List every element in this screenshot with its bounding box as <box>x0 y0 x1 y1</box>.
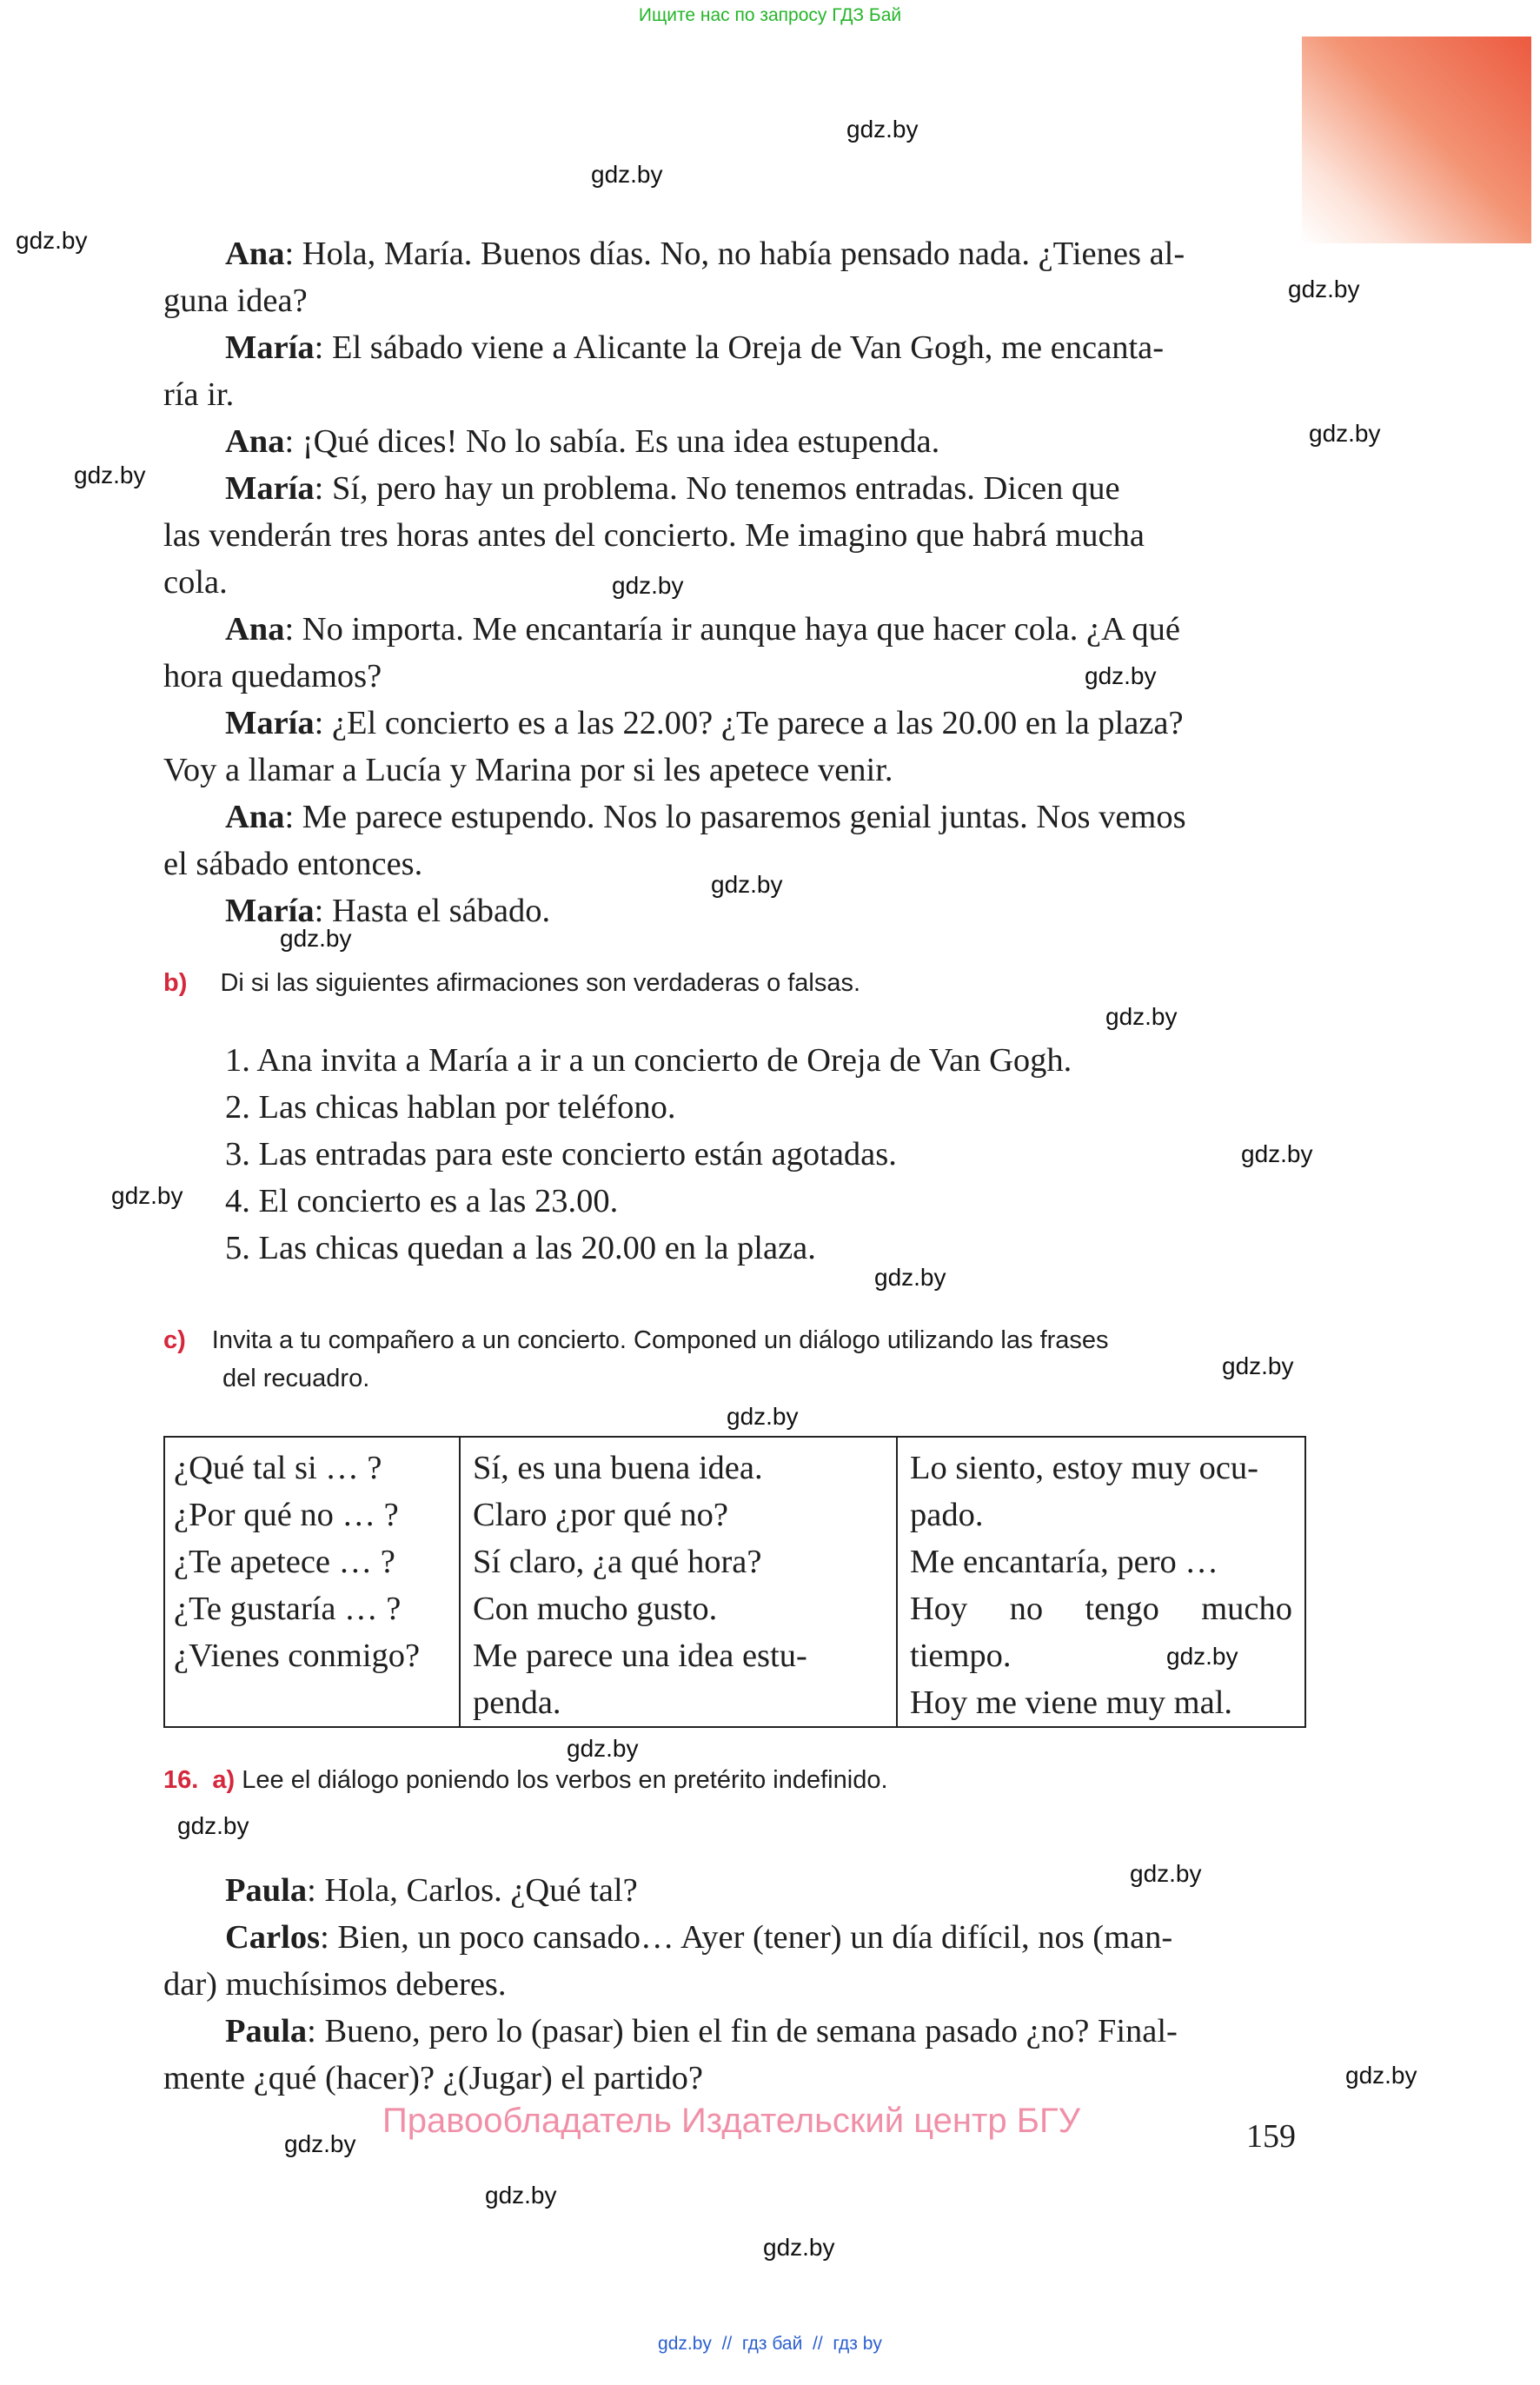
table-cell: ¿Vienes conmigo? <box>174 1638 421 1674</box>
watermark: gdz.by <box>763 2234 835 2261</box>
watermark: gdz.by <box>1309 420 1381 447</box>
dialogue-line: María: El sábado viene a Alicante la Oreja de Van Gogh, me encanta- <box>225 329 1165 366</box>
dialogue-line: el sábado entonces. <box>163 846 423 882</box>
watermark: gdz.by <box>1085 662 1157 689</box>
watermark: gdz.by <box>874 1264 946 1291</box>
watermark: gdz.by <box>177 1812 249 1839</box>
dialogue-line: Ana: ¡Qué dices! No lo sabía. Es una idea estupenda. <box>225 423 940 460</box>
dialogue-line: guna idea? <box>163 282 308 319</box>
table-cell: pado. <box>910 1497 984 1533</box>
speaker-name: María <box>225 470 315 507</box>
speaker-name: María <box>225 705 315 741</box>
watermark: gdz.by <box>1241 1140 1313 1167</box>
copyright-notice: Правообладатель Издательский центр БГУ <box>382 2102 1081 2140</box>
table-cell: penda. <box>473 1684 561 1721</box>
dialogue-line: Paula: Hola, Carlos. ¿Qué tal? <box>225 1872 638 1909</box>
dialogue-line: María: ¿El concierto es a las 22.00? ¿Te parece a las 20.00 en la plaza? <box>225 705 1184 741</box>
dialogue-line: hora quedamos? <box>163 658 382 694</box>
speaker-name: María <box>225 329 315 366</box>
dialogue-line: Ana: No importa. Me encantaría ir aunque haya que hacer cola. ¿A qué <box>225 611 1180 648</box>
table-cell: Hoy no tengo mucho <box>910 1591 1292 1627</box>
exercise-b-instruction: b) Di si las siguientes afirmaciones son verdaderas o falsas. <box>163 969 861 997</box>
dialogue-line: Paula: Bueno, pero lo (pasar) bien el fin de semana pasado ¿no? Final- <box>225 2013 1178 2050</box>
dialogue-paula-carlos <box>163 1867 1306 2102</box>
table-cell: ¿Por qué no … ? <box>174 1497 399 1533</box>
dialogue-line: Voy a llamar a Lucía y Marina por si les apetece venir. <box>163 752 893 788</box>
dialogue-line: Ana: Hola, María. Buenos días. No, no había pensado nada. ¿Tienes al- <box>225 236 1185 272</box>
watermark: gdz.by <box>16 227 88 254</box>
exercise-marker: a) <box>212 1766 236 1794</box>
list-item: 1. Ana invita a María a ir a un concierto de Oreja de Van Gogh. <box>225 1042 1072 1079</box>
table-column-accept <box>460 1437 897 1727</box>
watermark: gdz.by <box>485 2182 557 2209</box>
list-item: 5. Las chicas quedan a las 20.00 en la plaza. <box>225 1230 816 1266</box>
watermark: gdz.by <box>1345 2062 1417 2089</box>
exercise-marker: b) <box>163 969 188 997</box>
dialogue-line: Ana: Me parece estupendo. Nos lo pasaremos genial juntas. Nos vemos <box>225 799 1186 835</box>
table-cell: Me encantaría, pero … <box>910 1544 1218 1580</box>
speaker-name: Carlos <box>225 1919 321 1956</box>
exercise-16-instruction: 16. a) Lee el diálogo poniendo los verbos en pretérito indefinido. <box>163 1766 888 1794</box>
speaker-name: Ana <box>225 611 285 648</box>
watermark: gdz.by <box>591 161 663 188</box>
watermark: gdz.by <box>284 2130 356 2157</box>
table-cell: Sí, es una buena idea. <box>473 1450 763 1486</box>
watermark: gdz.by <box>1288 276 1360 302</box>
table-column-invitations <box>164 1437 460 1727</box>
speaker-name: Ana <box>225 236 285 272</box>
dialogue-line: María: Hasta el sábado. <box>225 893 551 929</box>
speaker-name: Paula <box>225 1872 308 1909</box>
dialogue-line: las venderán tres horas antes del concierto. Me imagino que habrá mucha <box>163 517 1145 554</box>
dialogue-line: ría ir. <box>163 376 235 413</box>
watermark: gdz.by <box>1130 1860 1202 1887</box>
table-cell: Con mucho gusto. <box>473 1591 718 1627</box>
table-cell: ¿Te gustaría … ? <box>174 1591 402 1627</box>
exercise-number: 16. <box>163 1766 199 1794</box>
list-item: 4. El concierto es a las 23.00. <box>225 1183 619 1219</box>
dialogue-line: cola. <box>163 564 228 601</box>
table-cell: Claro ¿por qué no? <box>473 1497 728 1533</box>
table-cell: Lo siento, estoy muy ocu- <box>910 1450 1258 1486</box>
watermark: gdz.by <box>1222 1352 1294 1379</box>
table-cell: ¿Te apetece … ? <box>174 1544 395 1580</box>
watermark: gdz.by <box>280 925 352 952</box>
table-cell: tiempo. <box>910 1638 1012 1674</box>
phrase-table <box>163 1436 1306 1728</box>
speaker-name: Ana <box>225 799 285 835</box>
watermark: gdz.by <box>1105 1003 1178 1030</box>
watermark: gdz.by <box>711 871 783 898</box>
watermark: gdz.by <box>111 1182 183 1209</box>
watermark: gdz.by <box>727 1403 799 1430</box>
speaker-name: María <box>225 893 315 929</box>
watermark: gdz.by <box>1166 1643 1238 1670</box>
speaker-name: Paula <box>225 2013 308 2050</box>
table-cell: ¿Qué tal si … ? <box>174 1450 382 1486</box>
dialogue-line: María: Sí, pero hay un problema. No tenemos entradas. Dicen que <box>225 470 1120 507</box>
top-banner-text[interactable]: Ищите нас по запросу ГДЗ Бай <box>638 5 902 25</box>
dialogue-line: dar) muchísimos deberes. <box>163 1966 507 2003</box>
dialogue-line: Carlos: Bien, un poco cansado… Ayer (tener) un día difícil, nos (man- <box>225 1919 1173 1956</box>
footer-links[interactable]: gdz.by // гдз бай // гдз by <box>658 2334 882 2354</box>
table-cell: Sí claro, ¿a qué hora? <box>473 1544 762 1580</box>
true-false-list <box>225 1037 1072 1272</box>
watermark: gdz.by <box>74 462 146 488</box>
speaker-name: Ana <box>225 423 285 460</box>
table-cell: Me parece una idea estu- <box>473 1638 807 1674</box>
table-column-decline <box>897 1437 1305 1727</box>
dialogue-line: mente ¿qué (hacer)? ¿(Jugar) el partido? <box>163 2060 703 2096</box>
watermark: gdz.by <box>846 116 919 143</box>
exercise-marker: c) <box>163 1326 186 1354</box>
exercise-c-instruction: c) Invita a tu compañero a un concierto. Componed un diálogo utilizando las frases del recuadro. <box>163 1326 1109 1392</box>
corner-decoration <box>1302 37 1531 243</box>
table-cell: Hoy me viene muy mal. <box>910 1684 1233 1721</box>
dialogue-ana-maria <box>163 230 1306 934</box>
list-item: 2. Las chicas hablan por teléfono. <box>225 1089 676 1126</box>
list-item: 3. Las entradas para este concierto están agotadas. <box>225 1136 897 1173</box>
page-number: 159 <box>1246 2118 1296 2155</box>
watermark: gdz.by <box>612 572 684 599</box>
watermark: gdz.by <box>567 1735 639 1762</box>
